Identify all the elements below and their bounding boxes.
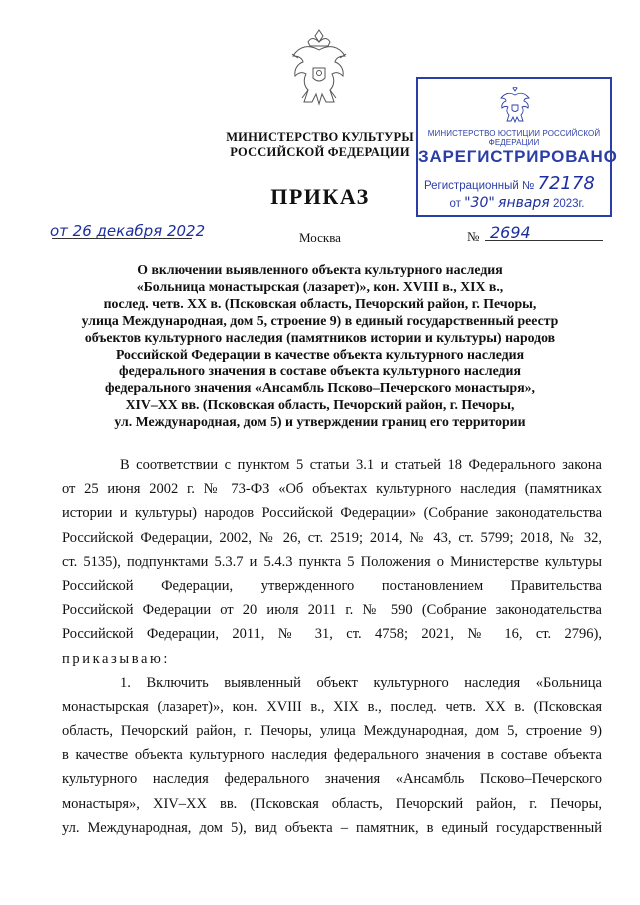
stamp-registration-number (424, 173, 610, 194)
stamp-date-day: "30" (464, 195, 495, 211)
body-line: истории и культуры) народов Российской Федерации» (Собрание законодательства (62, 505, 602, 522)
body-line: монастыря», XIV–XX вв. (Псковская область, Печорский район, г. Печоры, (62, 795, 602, 812)
title-line: улица Международная, дом 5, строение 9) в единый государственный реестр (81, 312, 559, 328)
stamp-registered: ЗАРЕГИСТРИРОВАНО (418, 147, 618, 166)
title-line: «Больница монастырская (лазарет)», кон. XVIII в., XIX в., (136, 278, 504, 294)
title-line: федерального значения «Ансамбль Псково–Печерского монастыря», (104, 380, 536, 396)
stamp-date-year: 2023г. (552, 198, 585, 210)
order-number-handwritten: 2694 (490, 223, 531, 242)
body-line: Российской Федерации, 2011, № 31, ст. 4758; 2021, № 16, ст. 2796), (62, 626, 602, 643)
decree-word: приказываю: (62, 650, 171, 667)
body-line: культурного наследия федерального значения «Ансамбль Псково–Печерского (62, 771, 602, 788)
ministry-line-1: МИНИСТЕРСТВО КУЛЬТУРЫ (226, 130, 414, 144)
stamp-ministry: МИНИСТЕРСТВО ЮСТИЦИИ РОССИЙСКОЙ ФЕДЕРАЦИИ (427, 129, 601, 147)
ministry-name (222, 130, 418, 160)
body-line: монастырская (лазарет)», кон. XVIII в., XIX в., послед. четв. XX в. (Псковская (62, 698, 602, 715)
title-line: XIV–XX вв. (Псковская область, Печорский район, г. Печоры, (125, 397, 515, 413)
stamp-date (424, 195, 610, 211)
body-line: Российской Федерации, утвержденного постановлением Правительства (62, 577, 602, 594)
body-line: область, Печорский район, г. Печоры, улица Международная, дом 5, строение 9) (62, 723, 602, 740)
number-label: № (467, 229, 480, 244)
body-line: Российской Федерации, 2002, № 26, ст. 2519; 2014, № 43, ст. 5799; 2018, № 32, (62, 529, 602, 546)
ministry-line-2: РОССИЙСКОЙ ФЕДЕРАЦИИ (230, 145, 410, 159)
body-line: ул. Международная, дом 5), вид объекта – памятник, в единый государственный (62, 819, 602, 836)
order-title (60, 262, 580, 431)
body-line: В соответствии с пунктом 5 статьи 3.1 и статьей 18 Федерального закона (120, 457, 602, 473)
title-line: ул. Международная, дом 5) и утверждении границ его территории (114, 414, 526, 430)
order-date-handwritten: от 26 декабря 2022 (50, 222, 206, 240)
document-type: ПРИКАЗ (270, 184, 370, 209)
title-line: объектов культурного наследия (памятников истории и культуры) народов (84, 329, 556, 345)
body-line: 1. Включить выявленный объект культурного наследия «Больница (120, 674, 602, 691)
city: Москва (299, 230, 341, 245)
body-line: ст. 5135), подпунктами 5.3.7 и 5.4.3 пункта 5 Положения о Министерстве культуры (62, 553, 602, 570)
title-line: федерального значения в составе объекта культурного наследия (119, 363, 521, 379)
order-body (62, 453, 602, 840)
stamp-emblem-icon (498, 87, 532, 127)
body-line: от 25 июня 2002 г. № 73-ФЗ «Об объектах культурного наследия (памятниках (62, 481, 602, 498)
title-line: Российской Федерации в качестве объекта культурного наследия (115, 346, 525, 362)
title-line: О включении выявленного объекта культурного наследия (137, 262, 503, 277)
registration-stamp (416, 77, 618, 217)
stamp-reg-label: Регистрационный № (424, 180, 535, 192)
date-underline (52, 238, 192, 239)
stamp-date-month: января (498, 195, 550, 211)
body-line: в качестве объекта культурного наследия федерального значения в составе объекта (62, 747, 602, 764)
stamp-reg-number-handwritten: 72178 (537, 173, 595, 194)
title-line: послед. четв. XX в. (Псковская область, Печорский район, г. Печоры, (103, 295, 537, 311)
stamp-date-prefix: от (449, 198, 461, 210)
coat-of-arms-icon (286, 28, 352, 120)
body-line: Российской Федерации от 20 июля 2011 г. № 590 (Собрание законодательства (62, 602, 602, 619)
number-underline (485, 240, 603, 241)
